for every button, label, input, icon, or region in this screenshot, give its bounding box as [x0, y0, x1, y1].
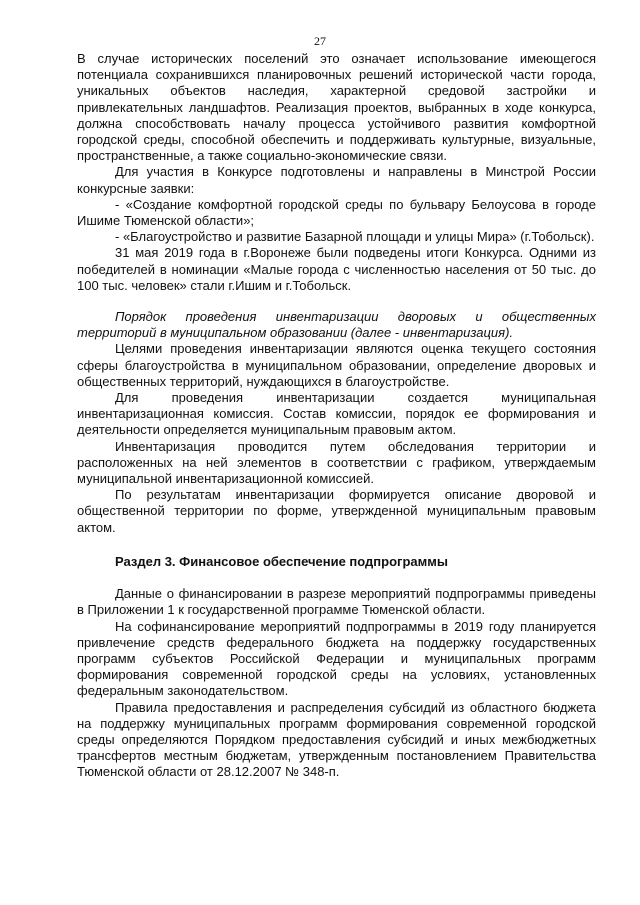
list-item: - «Благоустройство и развитие Базарной площади и улицы Мира» (г.Тобольск).: [115, 229, 595, 245]
paragraph: Правила предоставления и распределения субсидий из областного бюджета на поддержку муниципальных программ формирования современной городской среды определяются Порядком предоставления субсидий и иных межбюджетных трансфертов местным бюджетам, утвержденным постановлением Правительства Тюменской области от 28.12.2007 № 348-п.: [77, 699, 596, 780]
section-heading: Раздел 3. Финансовое обеспечение подпрограммы: [115, 553, 448, 569]
list-item: - «Создание комфортной городской среды по бульвару Белоусова в городе Ишиме Тюменской области»;: [77, 196, 596, 229]
paragraph: На софинансирование мероприятий подпрограммы в 2019 году планируется привлечение средств федерального бюджета на поддержку государственных программ субъектов Российской Федерации и муниципальных программ формирования современной городской среды на условиях, установленных федеральным законодательством.: [77, 618, 596, 699]
spacer: [77, 536, 596, 554]
spacer: [77, 570, 596, 586]
spacer: [77, 294, 596, 309]
paragraph: 31 мая 2019 года в г.Воронеже были подведены итоги Конкурса. Одними из победителей в номинации «Малые города с численностью населения от 50 тыс. до 100 тыс. человек» стали г.Ишим и г.Тобольск.: [77, 245, 596, 293]
paragraph: Целями проведения инвентаризации являются оценка текущего состояния сферы благоустройства в муниципальном образовании, определение дворовых и общественных территорий, нуждающихся в благоустройстве.: [77, 341, 596, 389]
paragraph: Для участия в Конкурсе подготовлены и направлены в Минстрой России конкурсные заявки:: [77, 164, 596, 196]
paragraph: В случае исторических поселений это означает использование имеющегося потенциала сохранившихся планировочных решений исторической части города, уникальных объектов наследия, характерной средовой застройки и привлекательных ландшафтов. Реализация проектов, выбранных в ходе конкурса, должна способствовать началу процесса устойчивого развития комфортной городской среды, способной обеспечить и поддерживать культурные, визуальные, пространственные, а также социально-экономические связи.: [77, 51, 596, 164]
page-number: 27: [314, 34, 326, 48]
paragraph: Для проведения инвентаризации создается муниципальная инвентаризационная комиссия. Состав комиссии, порядок ее формирования и деятельности определяется муниципальным правовым актом.: [77, 390, 596, 438]
document-body: [77, 51, 596, 781]
paragraph: Данные о финансировании в разрезе мероприятий подпрограммы приведены в Приложении 1 к государственной программе Тюменской области.: [77, 586, 596, 618]
paragraph: Инвентаризация проводится путем обследования территории и расположенных на ней элементов в соответствии с графиком, утверждаемым муниципальной инвентаризационной комиссией.: [77, 438, 596, 487]
italic-subtitle: Порядок проведения инвентаризации дворовых и общественных территорий в муниципальном образовании (далее - инвентаризация).: [77, 309, 596, 341]
paragraph: По результатам инвентаризации формируется описание дворовой и общественной территории по форме, утвержденной муниципальным правовым актом.: [77, 487, 596, 535]
